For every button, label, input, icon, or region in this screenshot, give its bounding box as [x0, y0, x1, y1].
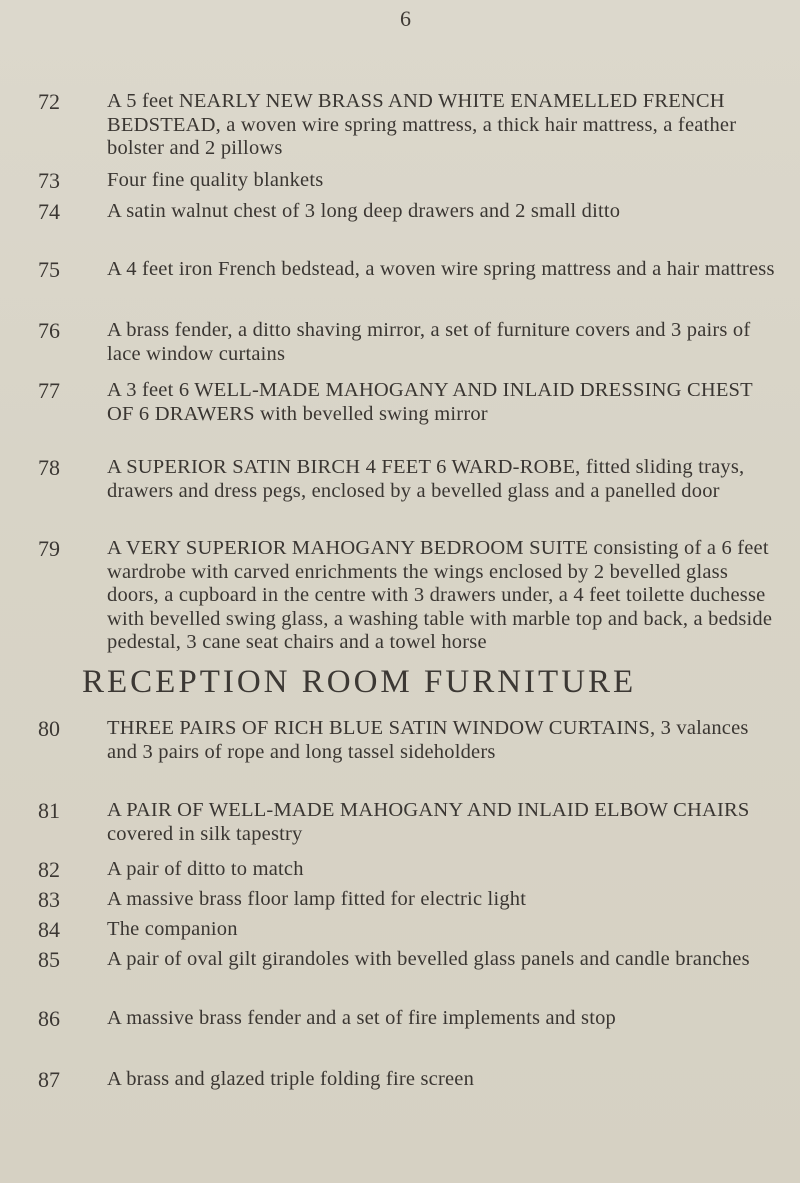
lot-number: 72 — [38, 89, 60, 114]
lot-description: The companion — [107, 918, 238, 940]
lot-description: A VERY SUPERIOR MAHOGANY BEDROOM SUITE consisting of a 6 feet wardrobe with carved enrichments the wings enclosed by 2 bevelled glass doors, a cupboard in the centre with 3 drawers under, a 4 feet toilette duchesse with bevelled swing glass, a washing table with marble top and back, a bedside pedestal, 3 cane seat chairs and a towel horse — [107, 537, 773, 654]
lot-description: Four fine quality blankets — [107, 169, 324, 191]
lot-number: 74 — [38, 199, 60, 224]
lot-number: 85 — [38, 947, 60, 972]
lot-number: 87 — [38, 1067, 60, 1092]
lot-number: 73 — [38, 168, 60, 193]
section-heading: RECEPTION ROOM FURNITURE — [82, 664, 637, 700]
lot-number: 80 — [38, 716, 60, 741]
lot-description: A 5 feet NEARLY NEW BRASS AND WHITE ENAMELLED FRENCH BEDSTEAD, a woven wire spring mattress, a thick hair mattress, a feather bolster and 2 pillows — [107, 90, 737, 160]
lot-description: A PAIR OF WELL-MADE MAHOGANY AND INLAID ELBOW CHAIRS covered in silk tapestry — [107, 799, 750, 845]
lot-description: A brass fender, a ditto shaving mirror, a set of furniture covers and 3 pairs of lace window curtains — [107, 319, 751, 365]
lot-number: 82 — [38, 857, 60, 882]
lot-description: THREE PAIRS OF RICH BLUE SATIN WINDOW CURTAINS, 3 valances and 3 pairs of rope and long tassel sideholders — [107, 717, 749, 763]
lot-description: A massive brass floor lamp fitted for electric light — [107, 888, 527, 910]
lot-number: 84 — [38, 917, 60, 942]
lot-description: A pair of ditto to match — [107, 858, 304, 880]
page-number: 6 — [400, 6, 411, 31]
lot-description: A 4 feet iron French bedstead, a woven wire spring mattress and a hair mattress — [107, 258, 775, 280]
lot-number: 78 — [38, 455, 60, 480]
lot-description: A pair of oval gilt girandoles with bevelled glass panels and candle branches — [107, 948, 750, 970]
lot-description: A brass and glazed triple folding fire screen — [107, 1068, 475, 1090]
lot-number: 75 — [38, 257, 60, 282]
lot-number: 86 — [38, 1006, 60, 1031]
lot-description: A massive brass fender and a set of fire implements and stop — [107, 1007, 616, 1029]
lot-description: A SUPERIOR SATIN BIRCH 4 FEET 6 WARD-ROBE, fitted sliding trays, drawers and dress pegs, enclosed by a bevelled glass and a panelled door — [107, 456, 745, 502]
lot-description: A satin walnut chest of 3 long deep drawers and 2 small ditto — [107, 200, 621, 222]
lot-description: A 3 feet 6 WELL-MADE MAHOGANY AND INLAID DRESSING CHEST OF 6 DRAWERS with bevelled swing mirror — [107, 379, 753, 425]
lot-number: 81 — [38, 798, 60, 823]
lot-number: 77 — [38, 378, 60, 403]
lot-number: 79 — [38, 536, 60, 561]
lot-number: 83 — [38, 887, 60, 912]
lot-number: 76 — [38, 318, 60, 343]
